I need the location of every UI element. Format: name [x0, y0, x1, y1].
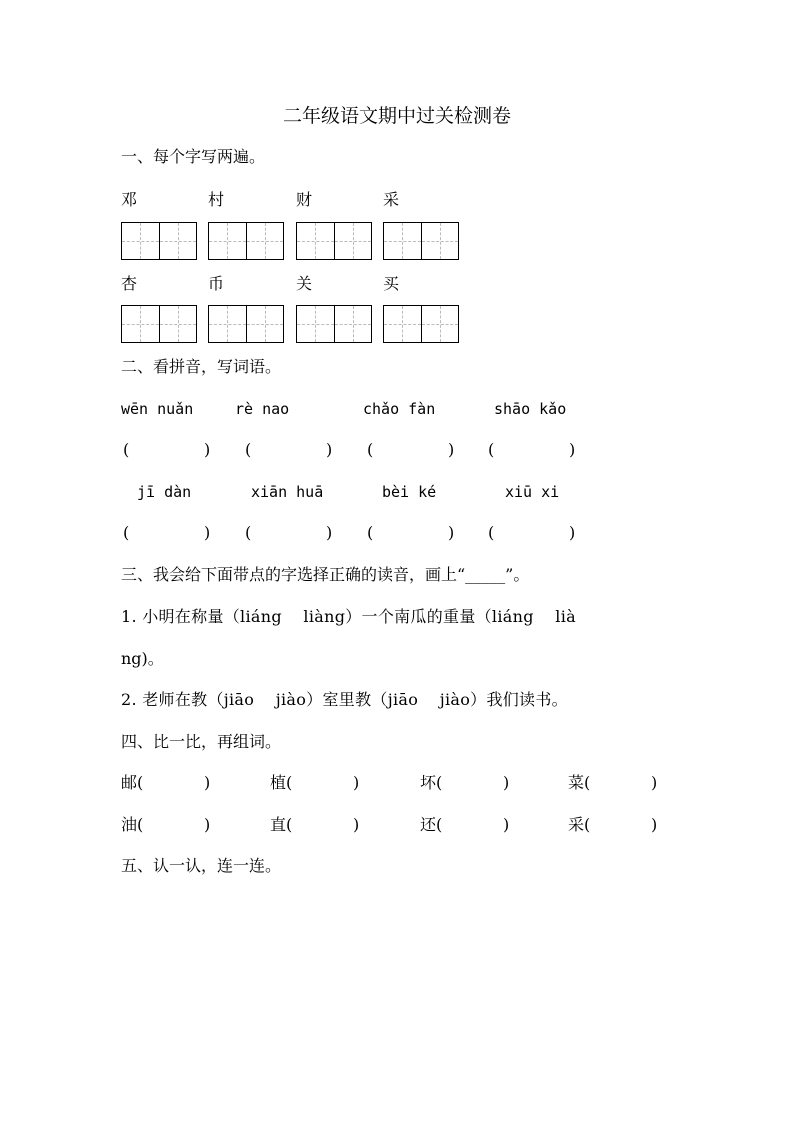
- practice-character: 村: [208, 190, 225, 209]
- writing-grid-cell[interactable]: [334, 306, 372, 342]
- answer-close-paren: ): [326, 523, 333, 542]
- answer-close-paren: ): [448, 523, 455, 542]
- practice-character: 关: [296, 274, 313, 293]
- question-1-line-1: 1. 小明在称量（liáng liàng）一个南瓜的重量（liáng lià: [121, 607, 576, 626]
- practice-character: 邓: [121, 190, 138, 209]
- writing-grid-cell[interactable]: [122, 223, 159, 259]
- compare-character: 坏(: [420, 773, 443, 792]
- section-3-heading: 三、我会给下面带点的字选择正确的读音，画上“_____”。: [121, 565, 530, 584]
- writing-grid-cell[interactable]: [384, 223, 421, 259]
- writing-grid-pair[interactable]: [383, 222, 459, 260]
- answer-close-paren: ): [569, 440, 576, 459]
- writing-grid-cell[interactable]: [421, 223, 459, 259]
- section-5-heading: 五、认一认，连一连。: [121, 856, 282, 875]
- answer-close-paren: ): [448, 440, 455, 459]
- writing-grid-pair[interactable]: [208, 222, 284, 260]
- writing-grid-cell[interactable]: [209, 306, 246, 342]
- writing-grid-cell[interactable]: [122, 306, 159, 342]
- writing-grid-cell[interactable]: [297, 306, 334, 342]
- writing-grid-cell[interactable]: [159, 306, 197, 342]
- writing-grid-cell[interactable]: [209, 223, 246, 259]
- answer-open-paren: (: [245, 440, 252, 459]
- answer-open-paren: (: [245, 523, 252, 542]
- practice-character: 采: [383, 190, 400, 209]
- practice-character: 杏: [121, 274, 138, 293]
- pinyin-prompt: shāo kǎo: [494, 400, 567, 418]
- answer-close-paren: ): [569, 523, 576, 542]
- compare-character: 采(: [568, 815, 591, 834]
- answer-close-paren: ): [204, 773, 211, 792]
- compare-character: 直(: [270, 815, 293, 834]
- writing-grid-cell[interactable]: [159, 223, 197, 259]
- compare-character: 菜(: [568, 773, 591, 792]
- practice-character: 财: [296, 190, 313, 209]
- answer-close-paren: ): [204, 440, 211, 459]
- practice-character: 买: [383, 274, 400, 293]
- writing-grid-cell[interactable]: [384, 306, 421, 342]
- writing-grid-cell[interactable]: [334, 223, 372, 259]
- pinyin-prompt: jī dàn: [137, 483, 192, 501]
- writing-grid-pair[interactable]: [296, 305, 372, 343]
- section-4-heading: 四、比一比，再组词。: [121, 732, 282, 751]
- writing-grid-pair[interactable]: [296, 222, 372, 260]
- pinyin-prompt: rè nao: [235, 400, 290, 418]
- answer-close-paren: ): [204, 815, 211, 834]
- compare-character: 邮(: [121, 773, 144, 792]
- pinyin-prompt: chǎo fàn: [363, 400, 436, 418]
- answer-open-paren: (: [123, 440, 130, 459]
- practice-character: 币: [208, 274, 225, 293]
- pinyin-prompt: bèi ké: [382, 483, 437, 501]
- pinyin-prompt: xiū xi: [505, 483, 560, 501]
- writing-grid-cell[interactable]: [297, 223, 334, 259]
- answer-close-paren: ): [503, 773, 510, 792]
- answer-close-paren: ): [651, 773, 658, 792]
- answer-open-paren: (: [367, 523, 374, 542]
- answer-open-paren: (: [123, 523, 130, 542]
- pinyin-prompt: xiān huā: [251, 483, 324, 501]
- answer-close-paren: ): [353, 773, 360, 792]
- page-title: 二年级语文期中过关检测卷: [282, 105, 511, 127]
- question-2: 2. 老师在教（jiāo jiào）室里教（jiāo jiào）我们读书。: [121, 690, 568, 709]
- answer-close-paren: ): [503, 815, 510, 834]
- pinyin-prompt: wēn nuǎn: [121, 400, 194, 418]
- writing-grid-pair[interactable]: [121, 222, 197, 260]
- question-1-line-2: ng)。: [121, 649, 164, 668]
- writing-grid-cell[interactable]: [246, 223, 284, 259]
- writing-grid-pair[interactable]: [383, 305, 459, 343]
- compare-character: 还(: [420, 815, 443, 834]
- section-1-heading: 一、每个字写两遍。: [121, 147, 266, 166]
- writing-grid-cell[interactable]: [246, 306, 284, 342]
- answer-close-paren: ): [353, 815, 360, 834]
- writing-grid-cell[interactable]: [421, 306, 459, 342]
- compare-character: 油(: [121, 815, 144, 834]
- compare-character: 植(: [270, 773, 293, 792]
- answer-open-paren: (: [367, 440, 374, 459]
- section-2-heading: 二、看拼音，写词语。: [121, 357, 282, 376]
- writing-grid-pair[interactable]: [121, 305, 197, 343]
- answer-close-paren: ): [204, 523, 211, 542]
- answer-open-paren: (: [488, 523, 495, 542]
- answer-close-paren: ): [326, 440, 333, 459]
- answer-open-paren: (: [488, 440, 495, 459]
- answer-close-paren: ): [651, 815, 658, 834]
- writing-grid-pair[interactable]: [208, 305, 284, 343]
